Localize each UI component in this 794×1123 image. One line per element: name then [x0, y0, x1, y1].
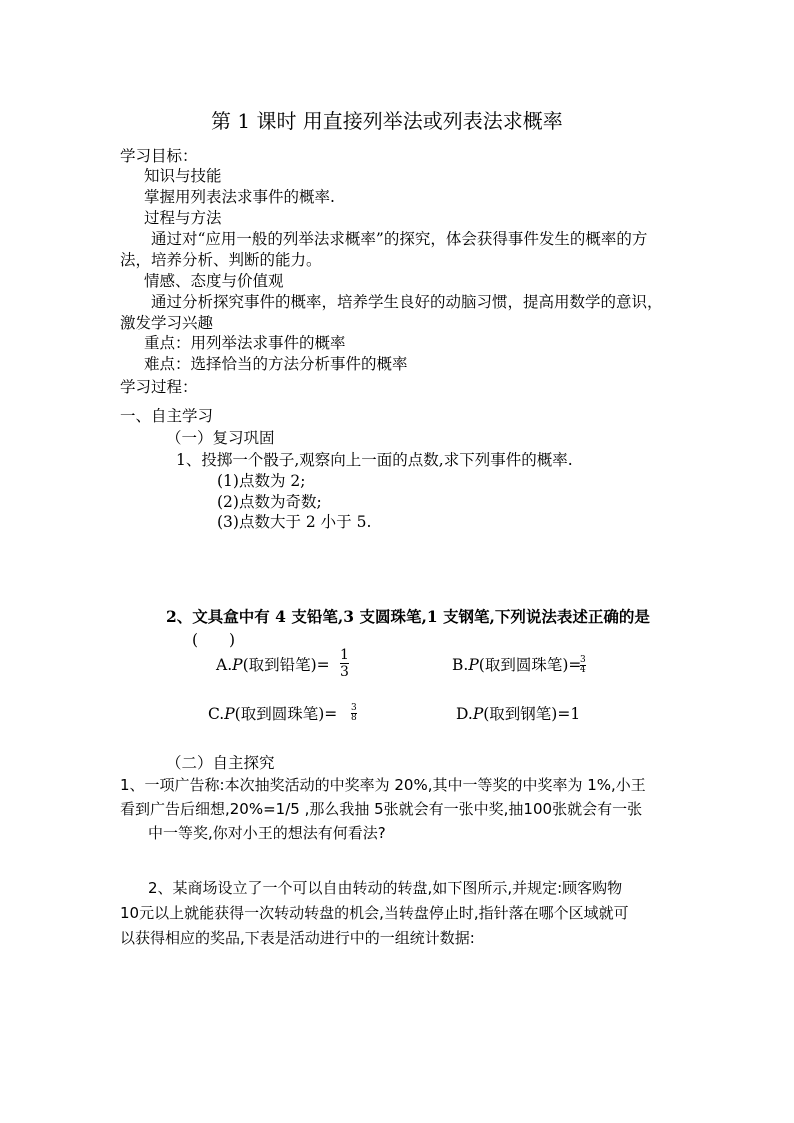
question-1-item-2: (2)点数为奇数; [217, 493, 322, 511]
emotion-text-2: 激发学习兴趣 [120, 314, 214, 332]
option-c: C.P(取到圆珠笔)= [208, 705, 338, 723]
process-method-text-2: 法，培养分析、判断的能力。 [120, 251, 322, 269]
explore-heading: （二）自主探究 [166, 754, 275, 772]
option-c-fraction: 3 8 [351, 703, 357, 723]
option-a-fraction: 1 3 [340, 647, 349, 680]
emotion-text-1: 通过分析探究事件的概率，培养学生良好的动脑习惯，提高用数学的意识， [151, 293, 663, 311]
option-b: B.P(取到圆珠笔)= [452, 656, 582, 674]
option-d: D.P(取到钢笔)=1 [456, 705, 581, 723]
question-1-item-1: (1)点数为 2; [217, 472, 306, 490]
difficulty: 难点：选择恰当的方法分析事件的概率 [144, 355, 408, 373]
process-method-text-1: 通过对“应用一般的列举法求概率”的探究，体会获得事件发生的概率的方 [151, 230, 648, 248]
explore-1-line-2: 看到广告后细想,20%=1/5 ,那么我抽 5张就会有一张中奖,抽100张就会有一张 [120, 800, 643, 818]
question-1: 1、投掷一个骰子,观察向上一面的点数,求下列事件的概率. [176, 451, 573, 469]
option-b-fraction: 3 4 [580, 655, 586, 675]
explore-2-line-1: 2、某商场设立了一个可以自由转动的转盘,如下图所示,并规定:顾客购物 [148, 879, 623, 897]
question-2-answer-paren: ( ) [192, 631, 236, 649]
emotion-heading: 情感、态度与价值观 [144, 272, 284, 290]
explore-2-line-2: 10元以上就能获得一次转动转盘的机会,当转盘停止时,指针落在哪个区域就可 [120, 904, 629, 922]
explore-1-line-1: 1、一项广告称:本次抽奖活动的中奖率为 20%,其中一等奖的中奖率为 1%,小王 [120, 776, 646, 794]
explore-1-line-3: 中一等奖,你对小王的想法有何看法? [148, 824, 386, 842]
review-heading: （一）复习巩固 [166, 429, 275, 447]
lesson-title: 第 1 课时 用直接列举法或列表法求概率 [211, 109, 563, 133]
process-heading: 学习过程： [120, 378, 198, 396]
knowledge-text: 掌握用列表法求事件的概率. [144, 188, 335, 206]
knowledge-heading: 知识与技能 [144, 167, 222, 185]
question-1-item-3: (3)点数大于 2 小于 5. [217, 513, 372, 531]
process-method-heading: 过程与方法 [144, 209, 222, 227]
question-2: 2、文具盒中有 4 支铅笔,3 支圆珠笔,1 支钢笔,下列说法表述正确的是 [166, 607, 650, 626]
option-a: A.P(取到铅笔)= [216, 656, 330, 674]
key-point: 重点：用列举法求事件的概率 [144, 334, 346, 352]
explore-2-line-3: 以获得相应的奖品,下表是活动进行中的一组统计数据: [120, 929, 475, 947]
section1-heading: 一、自主学习 [120, 407, 214, 425]
goals-heading: 学习目标： [120, 147, 198, 165]
